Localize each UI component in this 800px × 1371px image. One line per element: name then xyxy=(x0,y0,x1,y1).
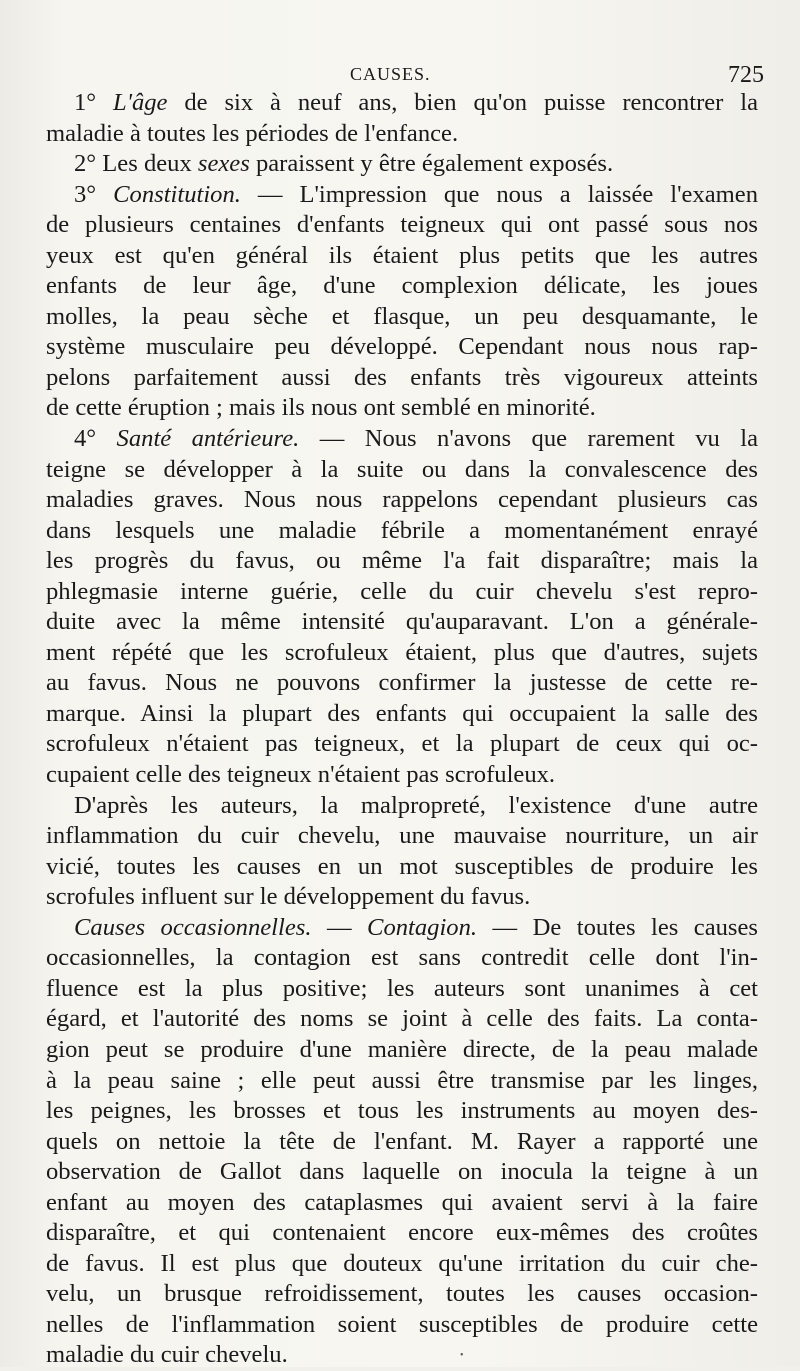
paragraph-authors xyxy=(46,791,758,913)
line-text: — De toutes les causes xyxy=(477,913,758,941)
section-label: Contagion. xyxy=(367,913,478,941)
dash: — xyxy=(311,913,368,941)
text-line: les progrès du favus, ou même l'a fait disparaître; mais la xyxy=(46,547,758,575)
item-label: Constitution. xyxy=(113,180,241,208)
text-line xyxy=(46,180,758,211)
text-line: scrofuleux n'étaient pas teigneux, et la plupart de ceux qui oc- xyxy=(46,730,758,758)
text-line: de plusieurs centaines d'enfants teigneux qui ont passé sous nos xyxy=(46,211,758,239)
paragraph-constitution xyxy=(46,180,758,424)
text-line: fluence est la plus positive; les auteurs sont unanimes à cet xyxy=(46,974,758,1002)
text-line xyxy=(46,149,758,180)
text-line xyxy=(46,913,758,944)
text-line: ment répété que les scrofuleux étaient, plus que d'autres, sujets xyxy=(46,638,758,666)
text-line: système musculaire peu développé. Cependant nous nous rap- xyxy=(46,333,758,361)
text-line: molles, la peau sèche et flasque, un peu desquamante, le xyxy=(46,302,758,330)
text-line: de cette éruption ; mais ils nous ont semblé en minorité. xyxy=(46,394,596,422)
item-label: Santé antérieure. xyxy=(116,425,300,453)
paragraph-age xyxy=(46,88,758,149)
text-line: D'après les auteurs, la malpropreté, l'existence d'une autre xyxy=(74,791,758,819)
text-line: inflammation du cuir chevelu, une mauvaise nourriture, un air xyxy=(46,822,758,850)
item-number: 2° Les deux xyxy=(74,150,198,178)
text-line: au favus. Nous ne pouvons confirmer la justesse de cette re- xyxy=(46,669,758,697)
item-label: sexes xyxy=(197,150,250,178)
text-line: phlegmasie interne guérie, celle du cuir chevelu s'est repro- xyxy=(46,577,758,605)
line-text: de six à neuf ans, bien qu'on puisse rencontrer la xyxy=(167,89,758,116)
line-text: — Nous n'avons que rarement vu la xyxy=(299,425,758,453)
text-line: observation de Gallot dans laquelle on inocula la teigne à un xyxy=(46,1158,758,1186)
text-line: disparaître, et qui contenaient encore eux-mêmes des croûtes xyxy=(46,1219,758,1247)
paragraph-sexes xyxy=(46,149,758,180)
text-line: yeux est qu'en général ils étaient plus petits que les autres xyxy=(46,241,758,269)
text-line: de favus. Il est plus que douteux qu'une irritation du cuir che- xyxy=(46,1249,758,1277)
item-number: 3° xyxy=(74,180,114,208)
text-line xyxy=(46,424,758,455)
text-line: nelles de l'inflammation soient susceptibles de produire cette xyxy=(46,1310,758,1338)
text-line: les peignes, les brosses et tous les instruments au moyen des- xyxy=(46,1097,758,1125)
line-text: paraissent y être également exposés. xyxy=(249,150,614,178)
text-line: dans lesquels une maladie fébrile a momentanément enrayé xyxy=(46,516,758,544)
text-line: scrofules influent sur le développement du favus. xyxy=(46,883,531,911)
text-line: velu, un brusque refroidissement, toutes les causes occasion- xyxy=(46,1280,758,1308)
section-label: Causes occasionnelles. xyxy=(74,913,312,941)
printer-mark: • xyxy=(460,1350,464,1361)
text-line: maladies graves. Nous nous rappelons cependant plusieurs cas xyxy=(46,486,758,514)
text-line: quels on nettoie la tête de l'enfant. M. Rayer a rapporté une xyxy=(46,1127,758,1155)
text-line: à la peau saine ; elle peut aussi être transmise par les linges, xyxy=(46,1066,758,1094)
text-line: enfants de leur âge, d'une complexion délicate, les joues xyxy=(46,272,758,300)
text-line: enfant au moyen des cataplasmes qui avaient servi à la faire xyxy=(46,1188,758,1216)
item-number: 1° xyxy=(74,89,114,116)
text-line: égard, et l'autorité des noms se joint à celle des faits. La conta- xyxy=(46,1005,758,1033)
item-number: 4° xyxy=(74,425,117,453)
text-line: teigne se développer à la suite ou dans la convalescence des xyxy=(46,455,758,483)
text-line: maladie du cuir chevelu. xyxy=(46,1341,288,1369)
text-line: maladie à toutes les périodes de l'enfance. xyxy=(46,119,459,147)
text-line: pelons parfaitement aussi des enfants très vigoureux atteints xyxy=(46,363,758,391)
page-number: 725 xyxy=(728,62,764,88)
item-label: L'âge xyxy=(113,89,168,116)
text-line: occasionnelles, la contagion est sans contredit celle dont l'in- xyxy=(46,944,758,972)
line-text: — L'impression que nous a laissée l'examen xyxy=(240,180,758,208)
running-title: CAUSES. xyxy=(350,64,431,84)
text-line: marque. Ainsi la plupart des enfants qui occupaient la salle des xyxy=(46,699,758,727)
text-line: duite avec la même intensité qu'auparavant. L'on a générale- xyxy=(46,608,758,636)
text-line xyxy=(46,88,758,119)
text-line: vicié, toutes les causes en un mot susceptibles de produire les xyxy=(46,852,758,880)
body-text xyxy=(46,88,758,1371)
text-line: gion peut se produire d'une manière directe, de la peau malade xyxy=(46,1035,758,1063)
paragraph-prior-health xyxy=(46,424,758,791)
text-line: cupaient celle des teigneux n'étaient pas scrofuleux. xyxy=(46,761,556,789)
paragraph-contagion xyxy=(46,913,758,1371)
